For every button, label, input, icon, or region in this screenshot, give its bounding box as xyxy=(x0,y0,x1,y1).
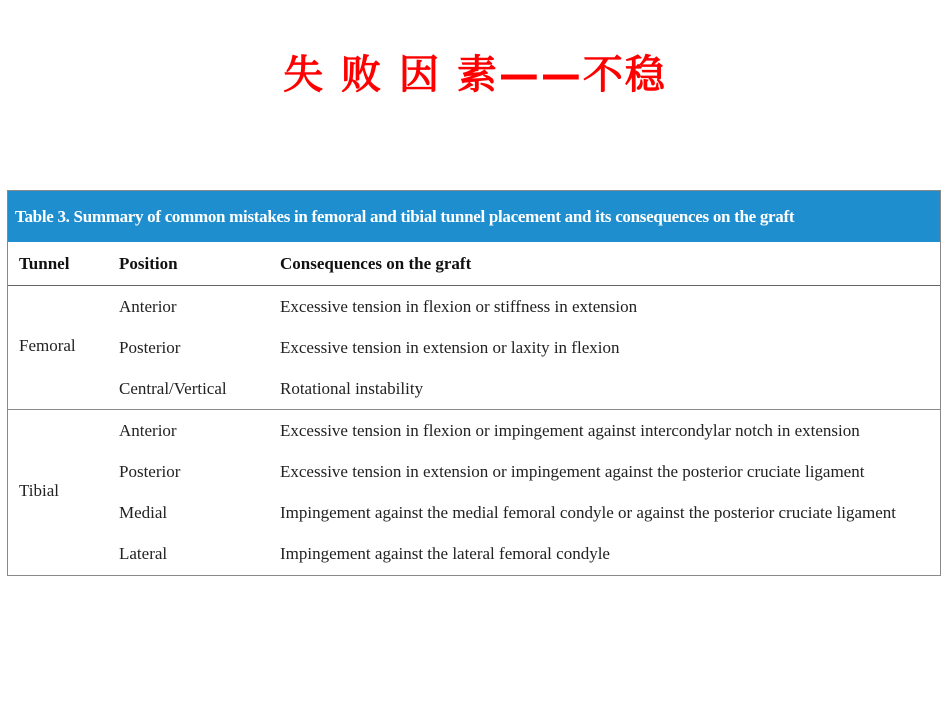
consequence-cell: Impingement against the lateral femoral condyle xyxy=(280,544,610,563)
consequence-cell: Impingement against the medial femoral condyle or against the posterior cruciate ligament xyxy=(280,503,897,522)
consequence-cell: Excessive tension in extension or laxity in flexion xyxy=(280,338,620,357)
tunnel-label-tibial: Tibial xyxy=(19,481,60,500)
consequence-cell: Excessive tension in extension or impingement against the posterior cruciate ligament xyxy=(280,462,865,481)
table-row xyxy=(8,492,940,533)
column-header-tunnel: Tunnel xyxy=(19,254,70,273)
position-cell: Anterior xyxy=(119,421,177,440)
table-row xyxy=(8,410,940,451)
consequence-cell: Excessive tension in flexion or stiffness in extension xyxy=(280,297,638,316)
table-caption: Table 3. Summary of common mistakes in femoral and tibial tunnel placement and its consequences on the graft xyxy=(8,191,940,242)
tibial-group xyxy=(8,410,940,575)
position-cell: Posterior xyxy=(119,462,181,481)
column-header-consequences: Consequences on the graft xyxy=(280,254,472,273)
table-row xyxy=(8,451,940,492)
mistakes-table xyxy=(7,190,941,576)
position-cell: Medial xyxy=(119,503,168,522)
table-row xyxy=(8,368,940,409)
consequence-cell: Rotational instability xyxy=(280,379,424,398)
position-cell: Lateral xyxy=(119,544,168,563)
consequence-cell: Excessive tension in flexion or impingement against intercondylar notch in extension xyxy=(280,421,860,440)
position-cell: Central/Vertical xyxy=(119,379,227,398)
position-cell: Anterior xyxy=(119,297,177,316)
table-row xyxy=(8,533,940,574)
column-header-position: Position xyxy=(119,254,178,273)
table-header-row xyxy=(8,242,940,286)
position-cell: Posterior xyxy=(119,338,181,357)
femoral-group xyxy=(8,286,940,410)
slide-title: 失 败 因 素——不稳 xyxy=(283,52,667,98)
table-row xyxy=(8,327,940,368)
table-row xyxy=(8,286,940,327)
tunnel-label-femoral: Femoral xyxy=(19,336,76,355)
